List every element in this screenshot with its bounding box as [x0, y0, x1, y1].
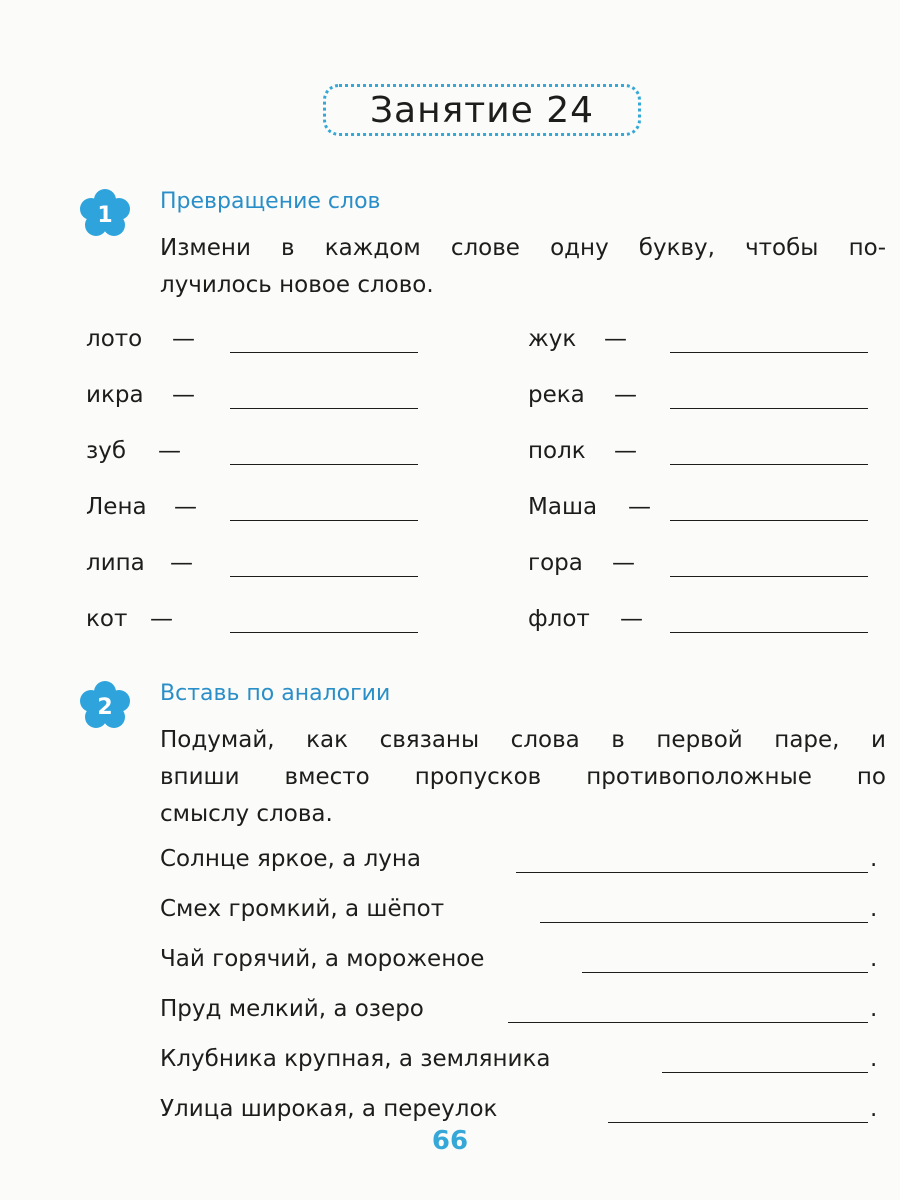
word-left-5: липа [86, 550, 145, 576]
dash: — [174, 494, 197, 520]
analogy-item-3: Чай горячий, а мороженое [160, 946, 485, 972]
answer-blank-right-1[interactable] [670, 352, 868, 353]
dash: — [158, 438, 181, 464]
analogy-item-1: Солнце яркое, а луна [160, 846, 422, 872]
task-2-instruction-line-2: впиши вместо пропусков противоположные по [160, 764, 886, 790]
analogy-blank-3[interactable] [582, 972, 868, 973]
dash: — [614, 438, 637, 464]
dash: — [172, 382, 195, 408]
word-right-3: полк [528, 438, 586, 464]
period: . [870, 896, 878, 922]
task-2-flower-badge [76, 680, 134, 730]
analogy-item-4: Пруд мелкий, а озеро [160, 996, 424, 1022]
word-left-3: зуб [86, 438, 127, 464]
answer-blank-left-6[interactable] [230, 632, 418, 633]
dash: — [172, 326, 195, 352]
analogy-blank-1[interactable] [516, 872, 868, 873]
word-left-6: кот [86, 606, 128, 632]
task-1-instruction-line-1: Измени в каждом слове одну букву, чтобы по- [160, 235, 886, 261]
period: . [870, 946, 878, 972]
lesson-title-box [323, 84, 641, 136]
word-left-4: Лена [86, 494, 147, 520]
dash: — [612, 550, 635, 576]
dash: — [628, 494, 651, 520]
analogy-item-5: Клубника крупная, а земляника [160, 1046, 551, 1072]
flower-icon [76, 188, 134, 238]
analogy-blank-6[interactable] [608, 1122, 868, 1123]
dash: — [150, 606, 173, 632]
period: . [870, 846, 878, 872]
answer-blank-right-4[interactable] [670, 520, 868, 521]
period: . [870, 996, 878, 1022]
analogy-blank-5[interactable] [662, 1072, 868, 1073]
task-2-instruction-line-3: смыслу слова. [160, 801, 333, 827]
word-left-1: лото [86, 326, 143, 352]
task-1-title: Превращение слов [160, 189, 381, 214]
answer-blank-right-3[interactable] [670, 464, 868, 465]
word-right-4: Маша [528, 494, 598, 520]
word-left-2: икра [86, 382, 144, 408]
word-right-6: флот [528, 606, 590, 632]
dash: — [620, 606, 643, 632]
lesson-title: Занятие 24 [369, 89, 595, 131]
task-1-instruction-line-2: лучилось новое слово. [160, 272, 434, 298]
task-2-title: Вставь по аналогии [160, 681, 391, 706]
analogy-item-2: Смех громкий, а шёпот [160, 896, 445, 922]
answer-blank-left-1[interactable] [230, 352, 418, 353]
period: . [870, 1046, 878, 1072]
task-2-number: 2 [97, 695, 113, 720]
dash: — [614, 382, 637, 408]
answer-blank-right-2[interactable] [670, 408, 868, 409]
dash: — [604, 326, 627, 352]
word-right-5: гора [528, 550, 583, 576]
word-right-2: река [528, 382, 585, 408]
answer-blank-left-2[interactable] [230, 408, 418, 409]
flower-icon [76, 680, 134, 730]
answer-blank-left-3[interactable] [230, 464, 418, 465]
analogy-blank-2[interactable] [540, 922, 868, 923]
answer-blank-right-5[interactable] [670, 576, 868, 577]
answer-blank-right-6[interactable] [670, 632, 868, 633]
dash: — [170, 550, 193, 576]
period: . [870, 1096, 878, 1122]
task-1-flower-badge [76, 188, 134, 238]
word-right-1: жук [528, 326, 577, 352]
task-1-number: 1 [97, 203, 113, 228]
answer-blank-left-5[interactable] [230, 576, 418, 577]
answer-blank-left-4[interactable] [230, 520, 418, 521]
analogy-blank-4[interactable] [508, 1022, 868, 1023]
task-2-instruction-line-1: Подумай, как связаны слова в первой паре, и [160, 727, 886, 753]
page-number: 66 [431, 1126, 469, 1156]
analogy-item-6: Улица широкая, а переулок [160, 1096, 498, 1122]
